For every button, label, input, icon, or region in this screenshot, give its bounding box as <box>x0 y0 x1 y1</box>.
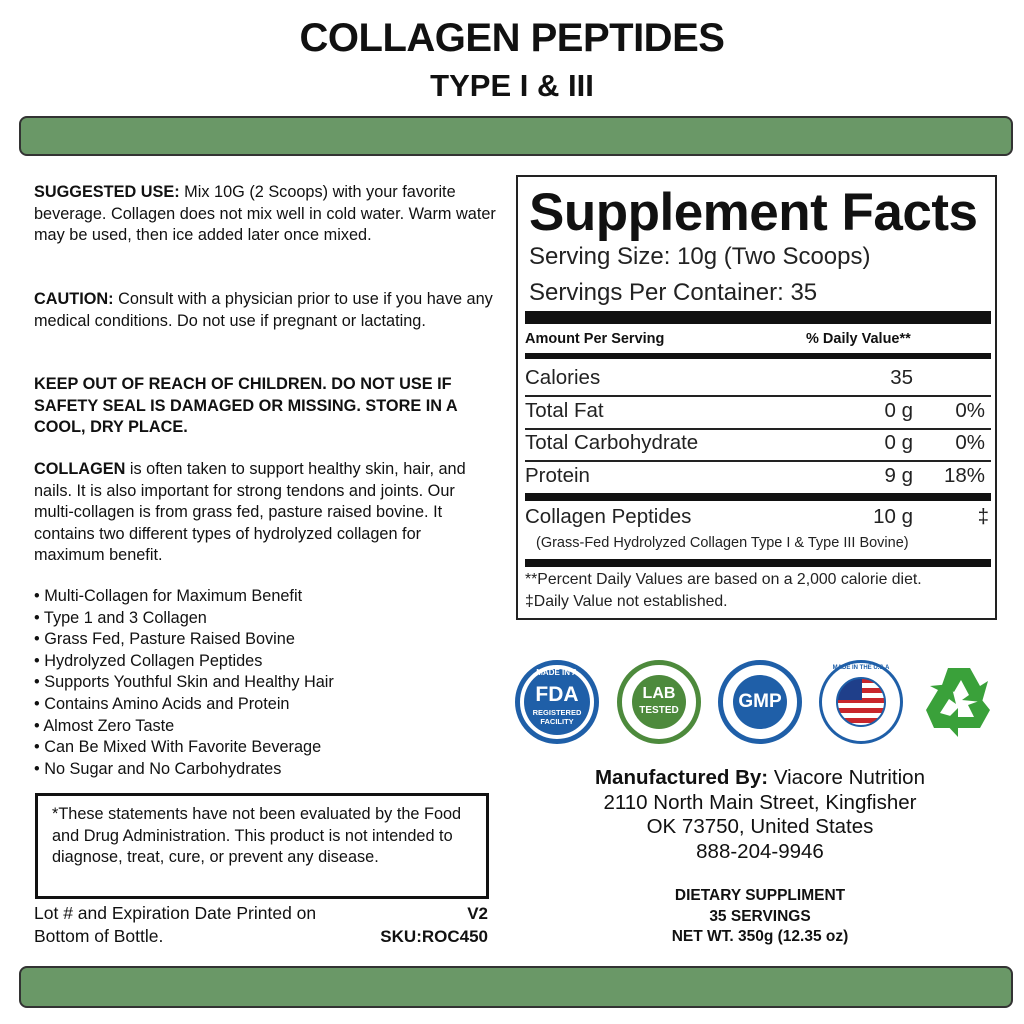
badge-text: FDA <box>535 683 579 706</box>
ingredient-name: Collagen Peptides <box>525 505 692 528</box>
dietary-label: DIETARY SUPPLIMENT <box>674 887 846 904</box>
collagen-text: is often taken to support healthy skin, hair, and nails. It is also important for strong tendons and joints. Our multi-collagen is from grass fed, pasture raised bovine. It contains two different types of hydrolyzed collagen for maximum benefit. <box>34 460 466 564</box>
list-item: • Hydrolyzed Collagen Peptides <box>34 651 263 670</box>
recycle-icon <box>920 660 998 738</box>
caution-text: Consult with a physician prior to use if you have any medical conditions. Do not use if pregnant or lactating. <box>34 290 493 330</box>
nutrient-name: Protein <box>525 464 590 487</box>
thick-divider <box>525 559 991 567</box>
keep-out-warning: KEEP OUT OF REACH OF CHILDREN. DO NOT USE IF SAFETY SEAL IS DAMAGED OR MISSING. STORE IN A COOL, DRY PLACE. <box>34 375 458 436</box>
facts-row-collagen-peptides <box>525 502 991 532</box>
dietary-info <box>560 886 960 948</box>
thick-divider <box>525 311 991 324</box>
nutrient-name: Total Fat <box>525 399 604 422</box>
nutrient-amount: 35 <box>890 366 913 389</box>
made-in-usa-badge <box>819 660 903 744</box>
benefit-list <box>34 586 494 780</box>
fda-registered-badge <box>515 660 599 744</box>
manufacturer-phone: 888-204-9946 <box>696 839 824 863</box>
collagen-description <box>34 459 496 567</box>
badge-text: LAB TESTED <box>639 685 679 716</box>
footnote-dagger: ‡Daily Value not established. <box>525 593 728 610</box>
footnote-dv: **Percent Daily Values are based on a 2,000 calorie diet. <box>525 571 922 588</box>
servings-count: 35 SERVINGS <box>709 907 811 925</box>
ingredient-amount: 10 g <box>873 505 913 528</box>
lab-tested-badge <box>617 660 701 744</box>
list-item: • Multi-Collagen for Maximum Benefit <box>34 587 303 605</box>
gmp-badge <box>718 660 802 744</box>
thick-divider <box>525 493 991 501</box>
badge-text: MADE IN A <box>536 668 578 677</box>
lot-info: Lot # and Expiration Date Printed on Bottom of Bottle. <box>34 903 317 946</box>
top-green-bar <box>19 116 1013 156</box>
version-sku <box>370 902 488 948</box>
daily-value-label: % Daily Value** <box>806 331 911 347</box>
list-item: • Supports Youthful Skin and Healthy Hair <box>34 673 334 692</box>
list-item: • Can Be Mixed With Favorite Beverage <box>34 738 322 757</box>
nutrient-name: Total Carbohydrate <box>525 431 699 454</box>
manufacturer-street: 2110 North Main Street, Kingfisher <box>603 790 917 814</box>
facts-heading: Supplement Facts <box>529 183 978 242</box>
sku: SKU:ROC450 <box>380 927 488 946</box>
list-item: • Contains Amino Acids and Protein <box>34 694 290 713</box>
facts-column-header <box>525 329 991 349</box>
product-title: COLLAGEN PEPTIDES <box>299 16 725 60</box>
facts-row-total-carbohydrate <box>525 428 991 458</box>
manufacturer-name: Viacore Nutrition <box>768 766 925 789</box>
supplement-facts-panel <box>516 175 997 620</box>
suggested-use-text: Mix 10G (2 Scoops) with your favorite beverage. Collagen does not mix well in cold water. Warm water may be used, then ice added later once mixed. <box>34 183 496 244</box>
suggested-use <box>34 182 496 247</box>
list-item: • Type 1 and 3 Collagen <box>34 608 207 627</box>
us-flag-icon <box>822 663 900 741</box>
nutrient-amount: 0 g <box>884 431 913 454</box>
facts-row-total-fat <box>525 396 991 426</box>
divider <box>525 353 991 359</box>
nutrient-amount: 0 g <box>884 399 913 422</box>
nutrient-name: Calories <box>525 366 601 389</box>
version: V2 <box>467 904 488 923</box>
collagen-label: COLLAGEN <box>34 460 126 478</box>
list-item: • Almost Zero Taste <box>34 716 175 735</box>
ingredient-dv: ‡ <box>977 505 989 528</box>
caution <box>34 289 496 332</box>
bottom-green-bar <box>19 966 1013 1008</box>
nutrient-dv: 18% <box>943 464 985 487</box>
list-item: • Grass Fed, Pasture Raised Bovine <box>34 630 295 649</box>
badge-text: GMP <box>738 691 782 712</box>
facts-row-protein <box>525 461 991 491</box>
serving-size: Serving Size: 10g (Two Scoops) <box>529 243 871 270</box>
nutrient-dv: 0% <box>955 431 985 454</box>
manufacturer-label: Manufactured By: <box>594 766 769 789</box>
net-weight: NET WT. 350g (12.35 oz) <box>671 928 849 945</box>
product-subtitle: TYPE I & III <box>430 68 594 103</box>
fda-disclaimer: *These statements have not been evaluated by the Food and Drug Administration. This product is not intended to diagnose, treat, cure, or prevent any disease. <box>35 793 489 899</box>
manufacturer-info <box>520 766 1000 864</box>
list-item: • No Sugar and No Carbohydrates <box>34 759 282 778</box>
badge-text: MADE IN THE U.S.A <box>832 665 890 671</box>
amount-per-serving-label: Amount Per Serving <box>525 331 665 347</box>
servings-per-container: Servings Per Container: 35 <box>529 279 818 306</box>
suggested-use-label: SUGGESTED USE: <box>34 183 180 201</box>
nutrient-amount: 9 g <box>884 464 913 487</box>
badge-text: REGISTERED FACILITY <box>532 708 582 726</box>
manufacturer-city: OK 73750, United States <box>646 815 874 838</box>
caution-label: CAUTION: <box>34 290 114 308</box>
collagen-note: (Grass-Fed Hydrolyzed Collagen Type I & Type III Bovine) <box>536 535 909 551</box>
facts-row-calories <box>525 363 991 393</box>
nutrient-dv: 0% <box>955 399 985 422</box>
